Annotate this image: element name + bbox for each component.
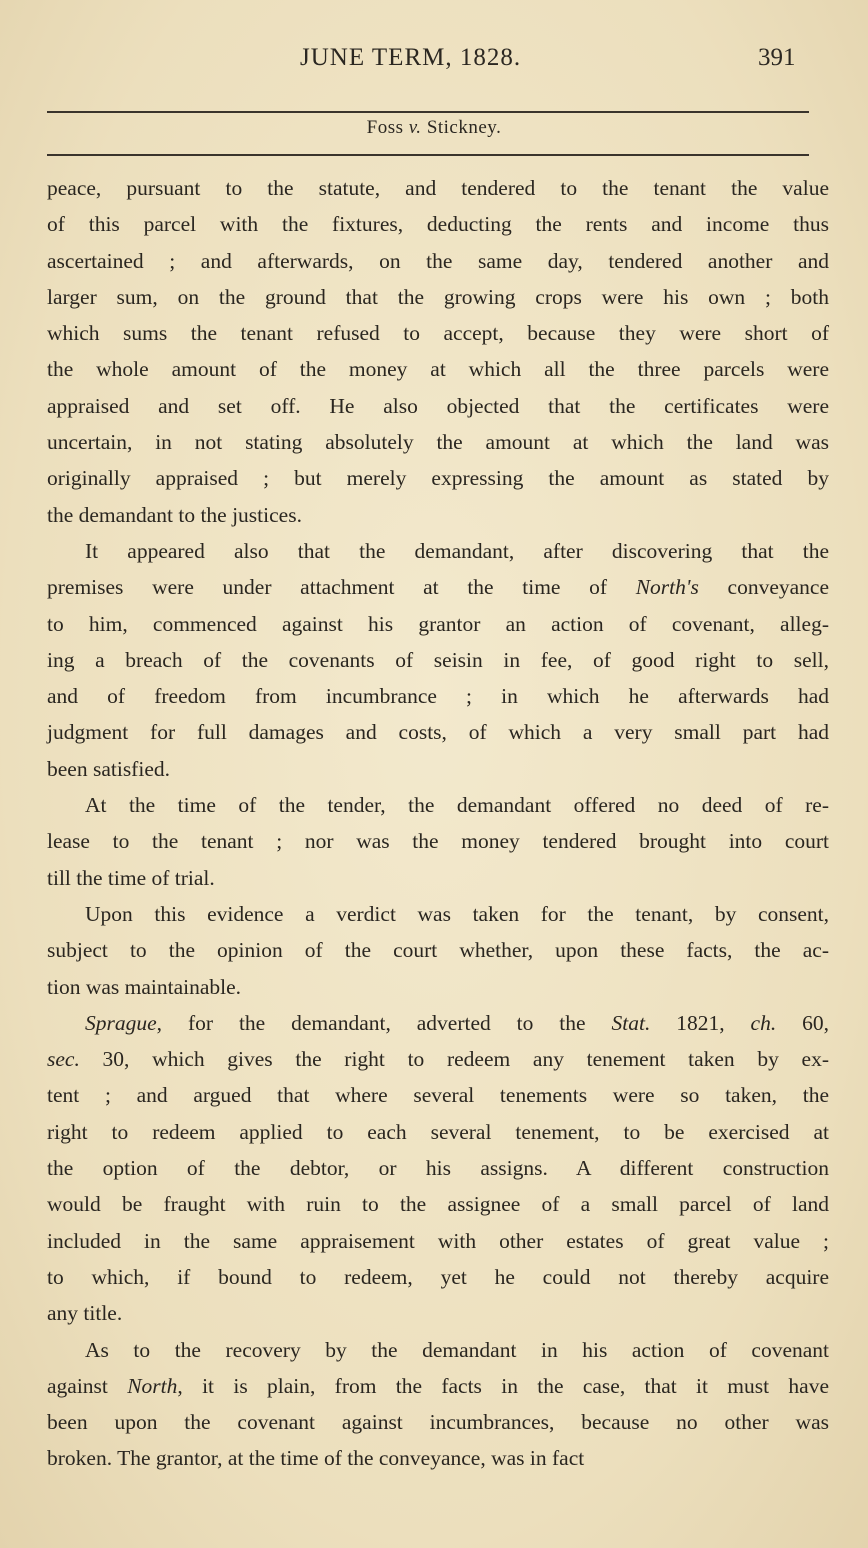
text-line [47,751,829,787]
text-run: appraised and set off. He also objected that the certificates were [47,393,829,418]
text-run: of this parcel with the fixtures, deducting the rents and income thus [47,212,829,237]
text-line [47,714,829,750]
text-line [47,351,829,387]
text-run: 30, which gives the right to redeem any tenement taken by ex- [79,1047,829,1072]
text-run: the whole amount of the money at which all the three parcels were [47,357,829,382]
text-run: been upon the covenant against incumbrances, because no other was [47,1410,829,1435]
text-run: lease to the tenant ; nor was the money tendered brought into court [47,829,829,854]
text-run: the option of the debtor, or his assigns. A different construction [47,1156,829,1181]
text-line [47,206,829,242]
italic-text: sec. [47,1047,80,1072]
text-run: subject to the opinion of the court whether, upon these facts, the ac- [47,938,829,963]
text-line [47,1404,829,1440]
text-line [47,932,829,968]
text-run: till the time of trial. [47,865,215,890]
text-line [47,1041,829,1077]
text-run: peace, pursuant to the statute, and tendered to the tenant the value [47,176,829,200]
text-run: , for the demandant, adverted to the [156,1010,612,1035]
text-line [47,606,829,642]
italic-text: North's [635,575,699,600]
case-title-plaintiff: Foss [366,117,404,138]
text-run: judgment for full damages and costs, of which a very small part had [47,720,829,745]
text-run: to which, if bound to redeem, yet he could not thereby acquire [47,1264,829,1289]
text-line [47,1440,829,1476]
text-line [47,170,829,206]
text-run: ing a breach of the covenants of seisin in fee, of good right to sell, [47,647,829,672]
italic-text: North [127,1373,178,1398]
bottom-rule [47,154,809,156]
text-line [47,1223,829,1259]
case-title-defendant: Stickney. [426,117,502,138]
text-run: , it is plain, from the facts in the case, that it must have [177,1373,829,1398]
text-run: tion was maintainable. [47,974,242,999]
text-run: conveyance [698,575,829,600]
term-heading: JUNE TERM, 1828. [300,44,522,71]
text-line [47,1259,829,1295]
text-line [47,424,829,460]
text-run: 1821, [650,1010,751,1035]
text-line [47,315,829,351]
text-run: tent ; and argued that where several tenements were so taken, the [47,1083,829,1108]
text-run: broken. The grantor, at the time of the conveyance, was in fact [47,1446,585,1471]
text-run: larger sum, on the ground that the growing crops were his own ; both [47,284,829,309]
text-run: It appeared also that the demandant, after discovering that the [85,538,829,563]
body-text [47,170,829,1477]
text-run: to him, commenced against his grantor an action of covenant, alleg- [47,611,829,636]
text-run: Upon this evidence a verdict was taken for the tenant, by consent, [85,901,829,926]
text-line [47,1005,829,1041]
text-line [47,969,829,1005]
text-run: At the time of the tender, the demandant offered no deed of re- [85,793,829,818]
text-line [47,1332,829,1368]
text-run: originally appraised ; but merely expressing the amount as stated by [47,466,829,491]
case-title [0,117,868,139]
text-run: included in the same appraisement with other estates of great value ; [47,1228,829,1253]
text-line [47,1114,829,1150]
running-head [0,44,868,80]
text-line [47,823,829,859]
italic-text: ch. [750,1010,777,1035]
text-run: which sums the tenant refused to accept, because they were short of [47,321,829,346]
text-run: right to redeem applied to each several tenement, to be exercised at [47,1119,829,1144]
text-run: uncertain, in not stating absolutely the amount at which the land was [47,430,829,455]
text-line [47,533,829,569]
text-line [47,1150,829,1186]
text-run: against [47,1373,128,1398]
page-number: 391 [758,44,796,71]
text-run: any title. [47,1301,123,1326]
text-run: 60, [776,1010,830,1035]
top-rule [47,111,809,113]
text-line [47,896,829,932]
text-run: premises were under attachment at the time of [47,575,636,600]
text-line [47,678,829,714]
italic-text: Stat. [611,1010,651,1035]
text-line [47,569,829,605]
text-line [47,1368,829,1404]
text-line [47,243,829,279]
text-run: As to the recovery by the demandant in his action of covenant [85,1337,829,1362]
text-line [47,388,829,424]
text-run: ascertained ; and afterwards, on the same day, tendered another and [47,248,829,273]
text-run: the demandant to the justices. [47,502,302,527]
text-line [47,787,829,823]
text-line [47,497,829,533]
text-line [47,1077,829,1113]
case-title-versus: v. [408,117,422,138]
text-line [47,860,829,896]
text-run: been satisfied. [47,756,170,781]
text-run: and of freedom from incumbrance ; in which he afterwards had [47,684,829,709]
text-run: would be fraught with ruin to the assignee of a small parcel of land [47,1192,829,1217]
text-line [47,460,829,496]
text-line [47,1186,829,1222]
italic-text: Sprague [85,1010,157,1035]
text-line [47,642,829,678]
text-line [47,279,829,315]
text-line [47,1295,829,1331]
